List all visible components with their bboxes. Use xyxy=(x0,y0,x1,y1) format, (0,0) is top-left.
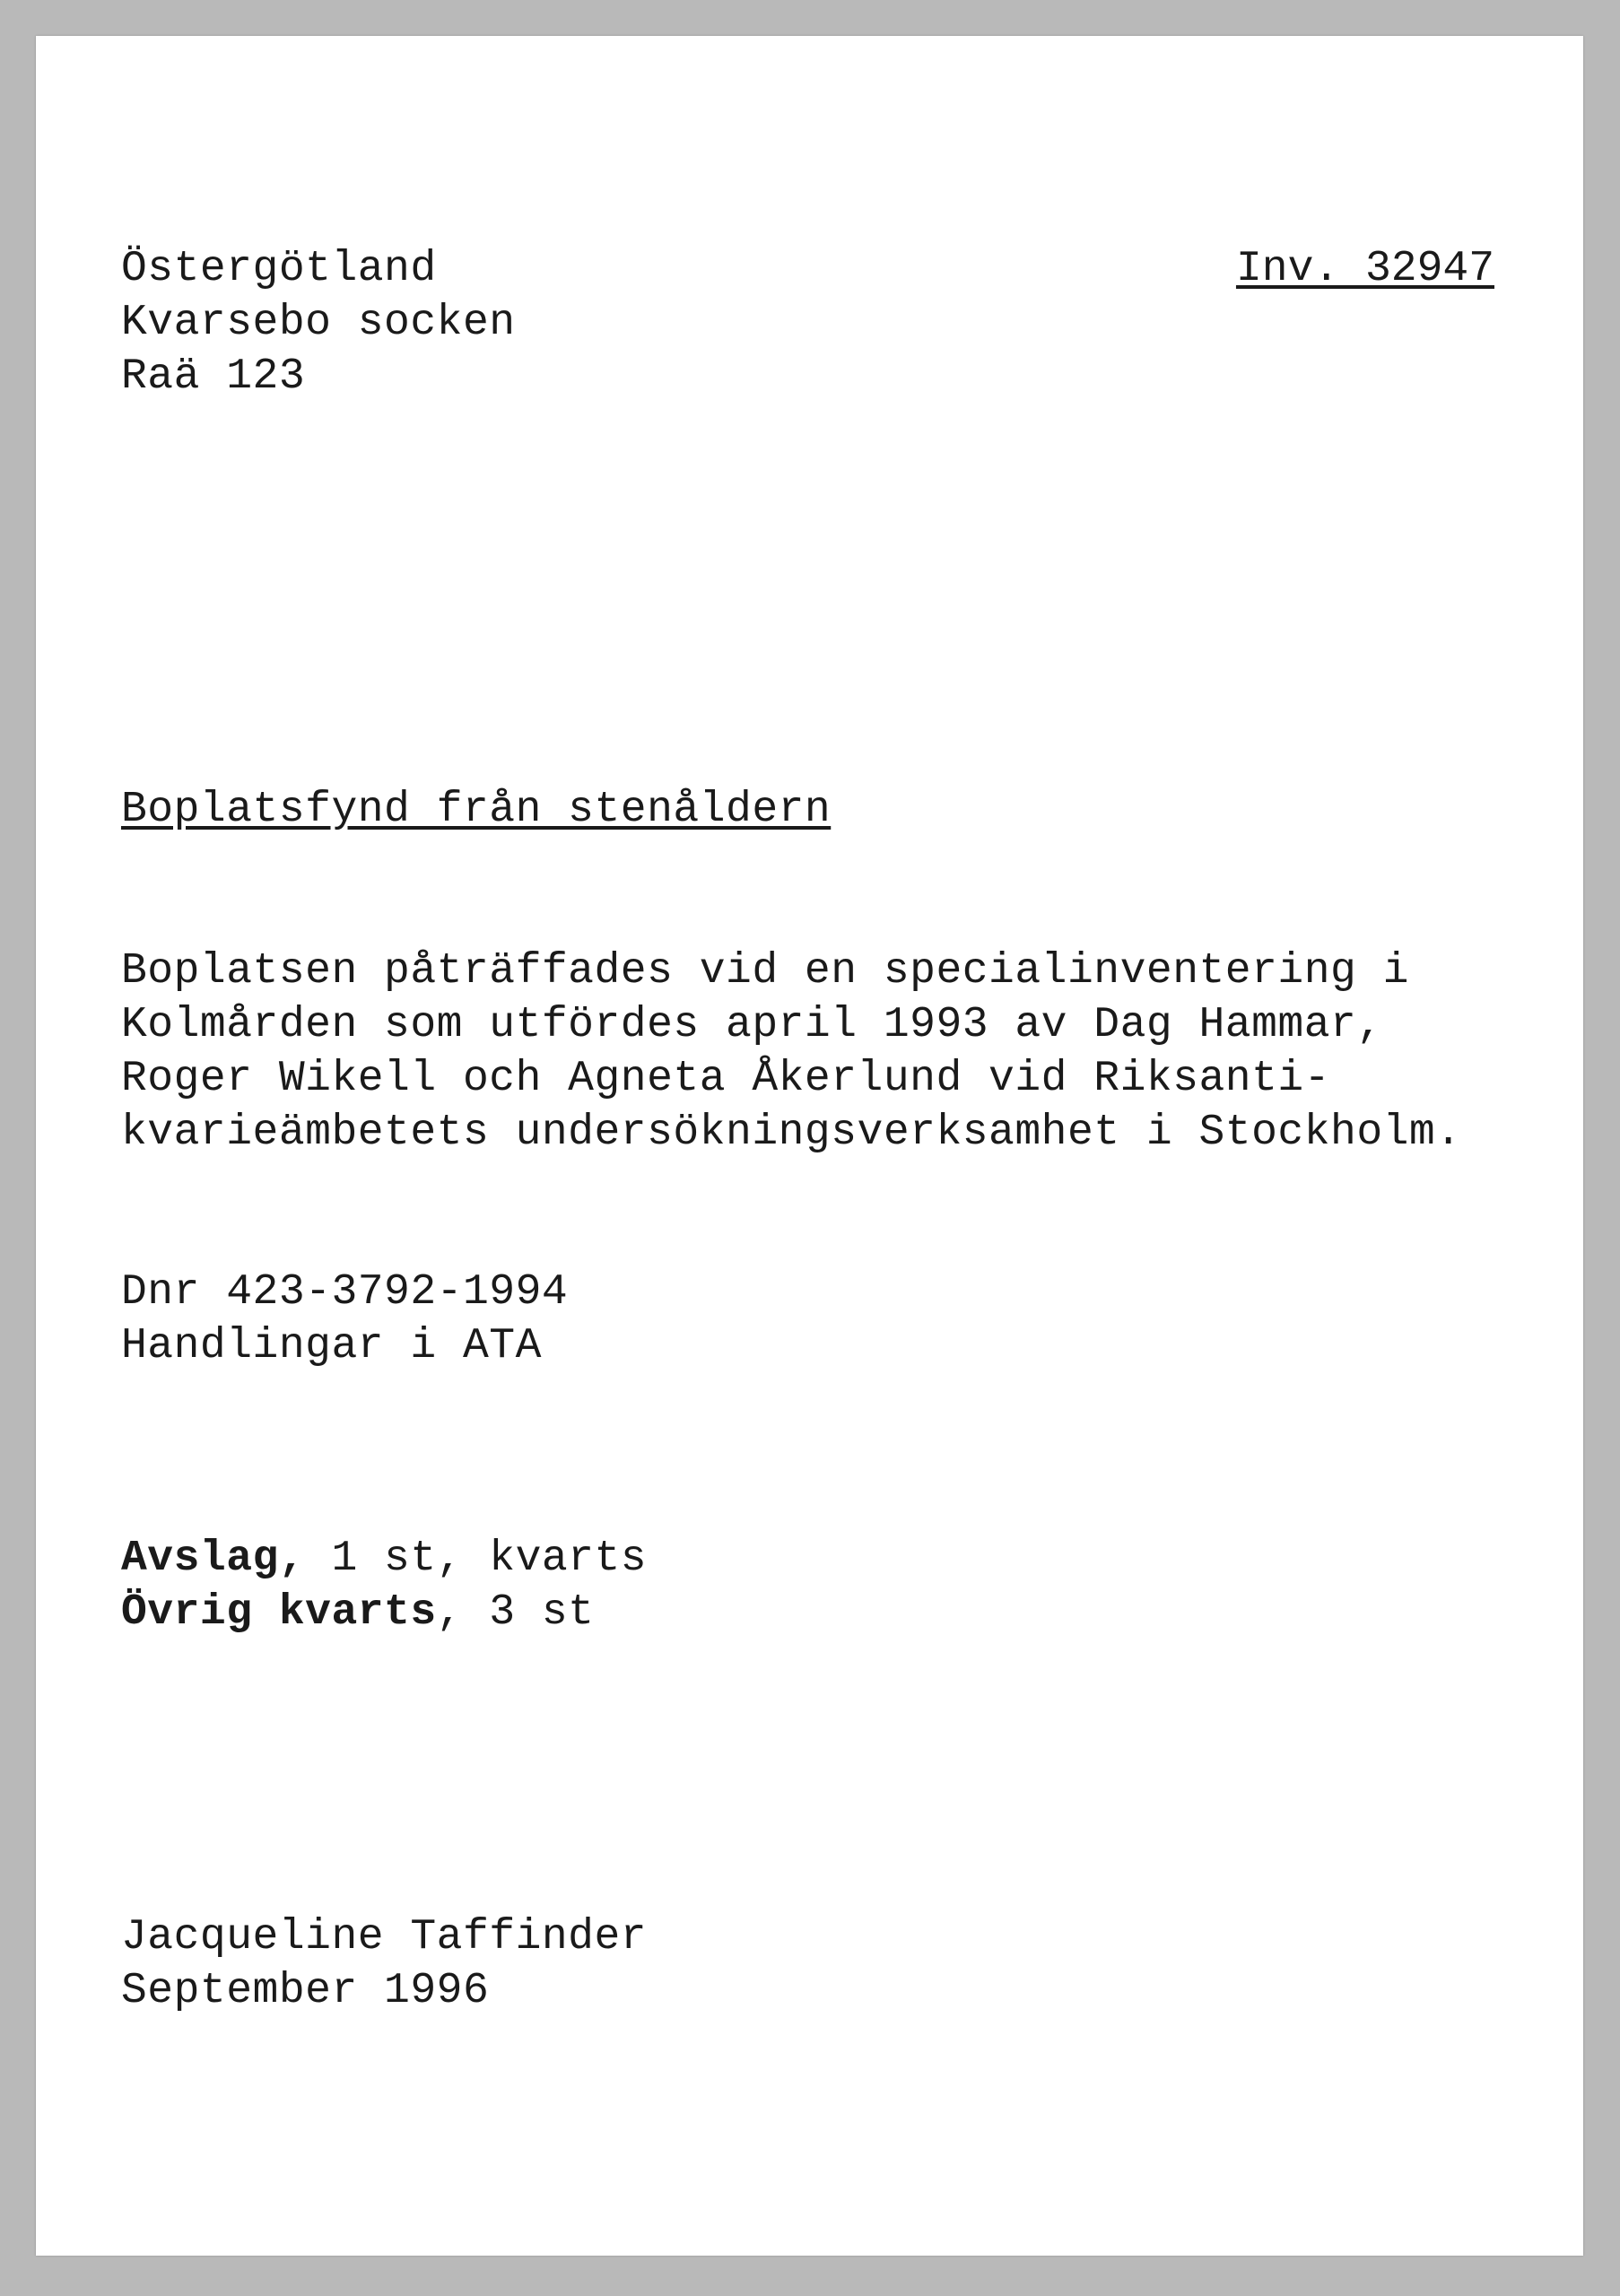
body-line-2: Kolmården som utfördes april 1993 av Dag Hammar, xyxy=(121,1001,1383,1049)
author-date: September 1996 xyxy=(121,1967,490,2015)
find-item-1-term: Avslag, xyxy=(121,1535,306,1583)
parish: Kvarsebo socken xyxy=(121,299,516,347)
body-line-4: kvarieämbetets undersökningsverksamhet i Stockholm. xyxy=(121,1109,1462,1157)
find-item-1 xyxy=(121,1532,647,1586)
dnr-reference: Dnr 423-3792-1994 xyxy=(121,1268,569,1317)
archive-reference: Handlingar i ATA xyxy=(121,1322,542,1370)
find-item-2 xyxy=(121,1586,594,1639)
body-line-3: Roger Wikell och Agneta Åkerlund vid Riksanti- xyxy=(121,1055,1331,1103)
find-item-2-term: Övrig kvarts xyxy=(121,1588,437,1637)
inventory-number: Inv. 32947 xyxy=(1235,245,1494,293)
raa-number: Raä 123 xyxy=(121,352,306,401)
find-item-1-detail: 1 st, kvarts xyxy=(305,1535,648,1583)
province: Östergötland xyxy=(121,245,437,293)
author-name: Jacqueline Taffinder xyxy=(121,1913,648,1961)
document-title: Boplatsfynd från stenåldern xyxy=(121,786,832,834)
body-line-1: Boplatsen påträffades vid en specialinventering i xyxy=(121,947,1409,996)
find-item-2-detail: , 3 st xyxy=(436,1588,595,1637)
